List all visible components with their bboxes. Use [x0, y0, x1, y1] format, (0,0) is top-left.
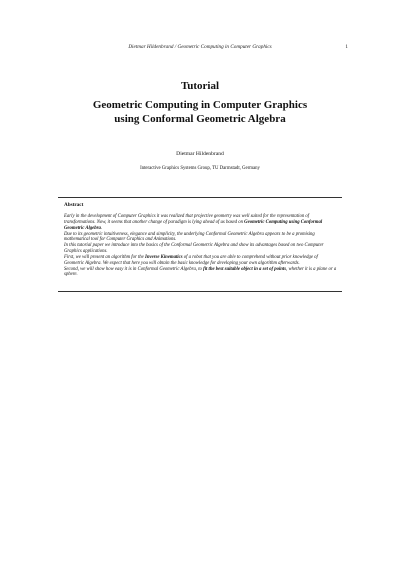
abstract-text: , whether it is a plane or a sphere. — [64, 266, 337, 278]
abstract-box — [58, 197, 342, 292]
abstract-text: Early in the development of Computer Graphics it was realized that projective geometry was well suited for the representation of transformations. Now, it seems that another change of paradigm is lying ahead of us based on — [64, 214, 310, 225]
abstract-emphasis: fit the best suitable object in a set of points — [203, 266, 287, 272]
abstract-body — [64, 214, 338, 278]
abstract-text: of a robot that you are able to comprehend without prior knowledge of Geometric Algebra. We expect that here you will obtain the basic knowledge for developing your own algorithm afterwards. — [64, 254, 318, 266]
abstract-paragraph: In this tutorial paper we introduce into the basics of the Conformal Geometric Algebra and show its advantages based on two Computer Graphics applications. — [64, 243, 324, 255]
tutorial-label: Tutorial — [180, 80, 220, 92]
abstract-heading: Abstract — [64, 202, 84, 208]
paper-title-line-2: using Conformal Geometric Algebra — [114, 113, 286, 125]
abstract-emphasis: Inverse Kinematics — [144, 254, 183, 260]
author-name: Dietmar Hildenbrand — [176, 151, 224, 157]
running-header-text: Dietmar Hildenbrand / Geometric Computing in Computer Graphics — [128, 44, 272, 50]
abstract-paragraph: Due to its geometric intuitiveness, elegance and simplicity, the underlying Conformal Geometric Algebra appears to be a promising mathematical tool for Computer Graphics and Animations. — [64, 231, 315, 243]
abstract-text: Second, we will show how easy it is in Conformal Geometric Algebra, to — [64, 266, 204, 272]
abstract-paragraph — [64, 214, 338, 232]
paper-title — [0, 98, 400, 126]
abstract-paragraph — [64, 255, 338, 267]
paper-title-line-1: Geometric Computing in Computer Graphics — [92, 99, 308, 111]
abstract-paragraph — [64, 267, 338, 279]
abstract-emphasis: Geometric Computing using Conformal Geometric Algebra — [64, 219, 323, 231]
page-number: 1 — [345, 44, 348, 50]
abstract-text: First, we will present an algorithm for the — [64, 254, 145, 260]
author-affiliation: Interactive Graphics Systems Group, TU Darmstadt, Germany — [140, 166, 260, 171]
abstract-text: . — [100, 225, 103, 231]
